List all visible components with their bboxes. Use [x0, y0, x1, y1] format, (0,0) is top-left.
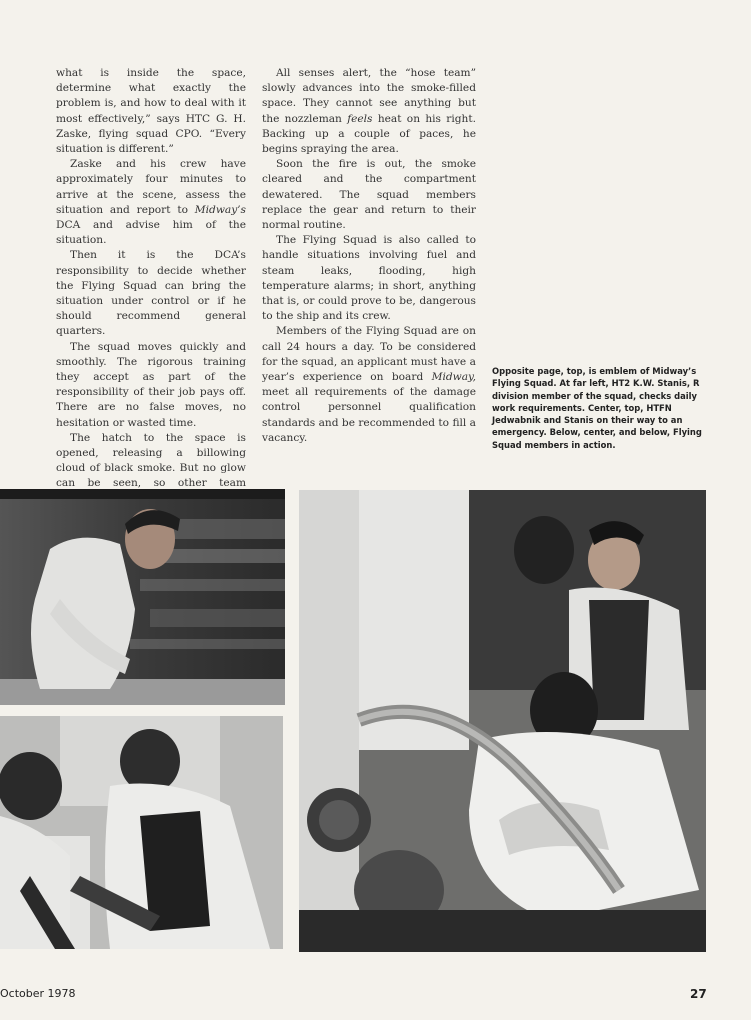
paragraph: The hatch to the space is opened, releasing a billowing cloud of black smoke. But no glow can be seen, so other team: [56, 431, 246, 490]
paragraph: Then it is the DCA’s responsibility to decide whether the Flying Squad can bring the situation under control or if he should recommend general quarters.: [56, 249, 246, 338]
issue-date: October 1978: [0, 987, 76, 1000]
paragraph: The Flying Squad is also called to handle situations involving fuel and steam leaks, flooding, high temperature alarms; in short, anything that is, or could prove to be, dangerous to the ship and its crew.: [262, 234, 476, 323]
photo-masked-squad: [0, 716, 283, 949]
paragraph: The squad moves quickly and smoothly. The rigorous training they accept as part of the responsibility of their job pays off. There are no false moves, no hesitation or wasted time.: [56, 340, 246, 429]
paragraph: [262, 324, 476, 446]
paragraph-emphasis: Midway,: [431, 371, 476, 384]
photo-hose-team: [299, 490, 706, 952]
paragraph-text: DCA and advise him of the situation.: [56, 219, 246, 247]
paragraph-text: heat on his right. Backing up a couple of paces, he begins spraying the area.: [262, 112, 476, 156]
paragraph-emphasis: feels: [347, 112, 373, 125]
paragraph-emphasis: Midway’s: [194, 203, 246, 216]
paragraph: [56, 157, 246, 248]
paragraph: Soon the fire is out, the smoke cleared and the compartment dewatered. The squad members replace the gear and return to their normal routine.: [262, 158, 476, 232]
paragraph-text: meet all requirements of the damage control personnel qualification standards and be recommended to fill a vacancy.: [262, 386, 476, 444]
paragraph: what is inside the space, determine what exactly the problem is, and how to deal with it most effectively,” says HTC G. H. Zaske, flying squad CPO. “Every situation is different.”: [56, 67, 246, 156]
paragraph-text: All senses alert, the “hose team” slowly advances into the smoke-filled space. They cannot see anything but the nozzleman: [262, 67, 476, 125]
page-number: 27: [690, 987, 707, 1001]
photo-running-sailor: [0, 489, 285, 705]
photo-caption: Opposite page, top, is emblem of Midway’s Flying Squad. At far left, HT2 K.W. Stanis, R division member of the squad, checks daily work requirements. Center, top, HTFN Jedwabnik and Stanis on their way to an emergency. Below, center, and below, Flying Squad members in action.: [492, 366, 702, 450]
paragraph-text: Members of the Flying Squad are on call 24 hours a day. To be considered for the squad, an applicant must have a year’s experience on board: [262, 325, 476, 384]
paragraph-text: Zaske and his crew have approximately four minutes to arrive at the scene, assess the situation and report to: [56, 158, 246, 216]
article-column-2: [262, 66, 476, 446]
article-column-1: [56, 66, 246, 522]
paragraph: [262, 66, 476, 157]
